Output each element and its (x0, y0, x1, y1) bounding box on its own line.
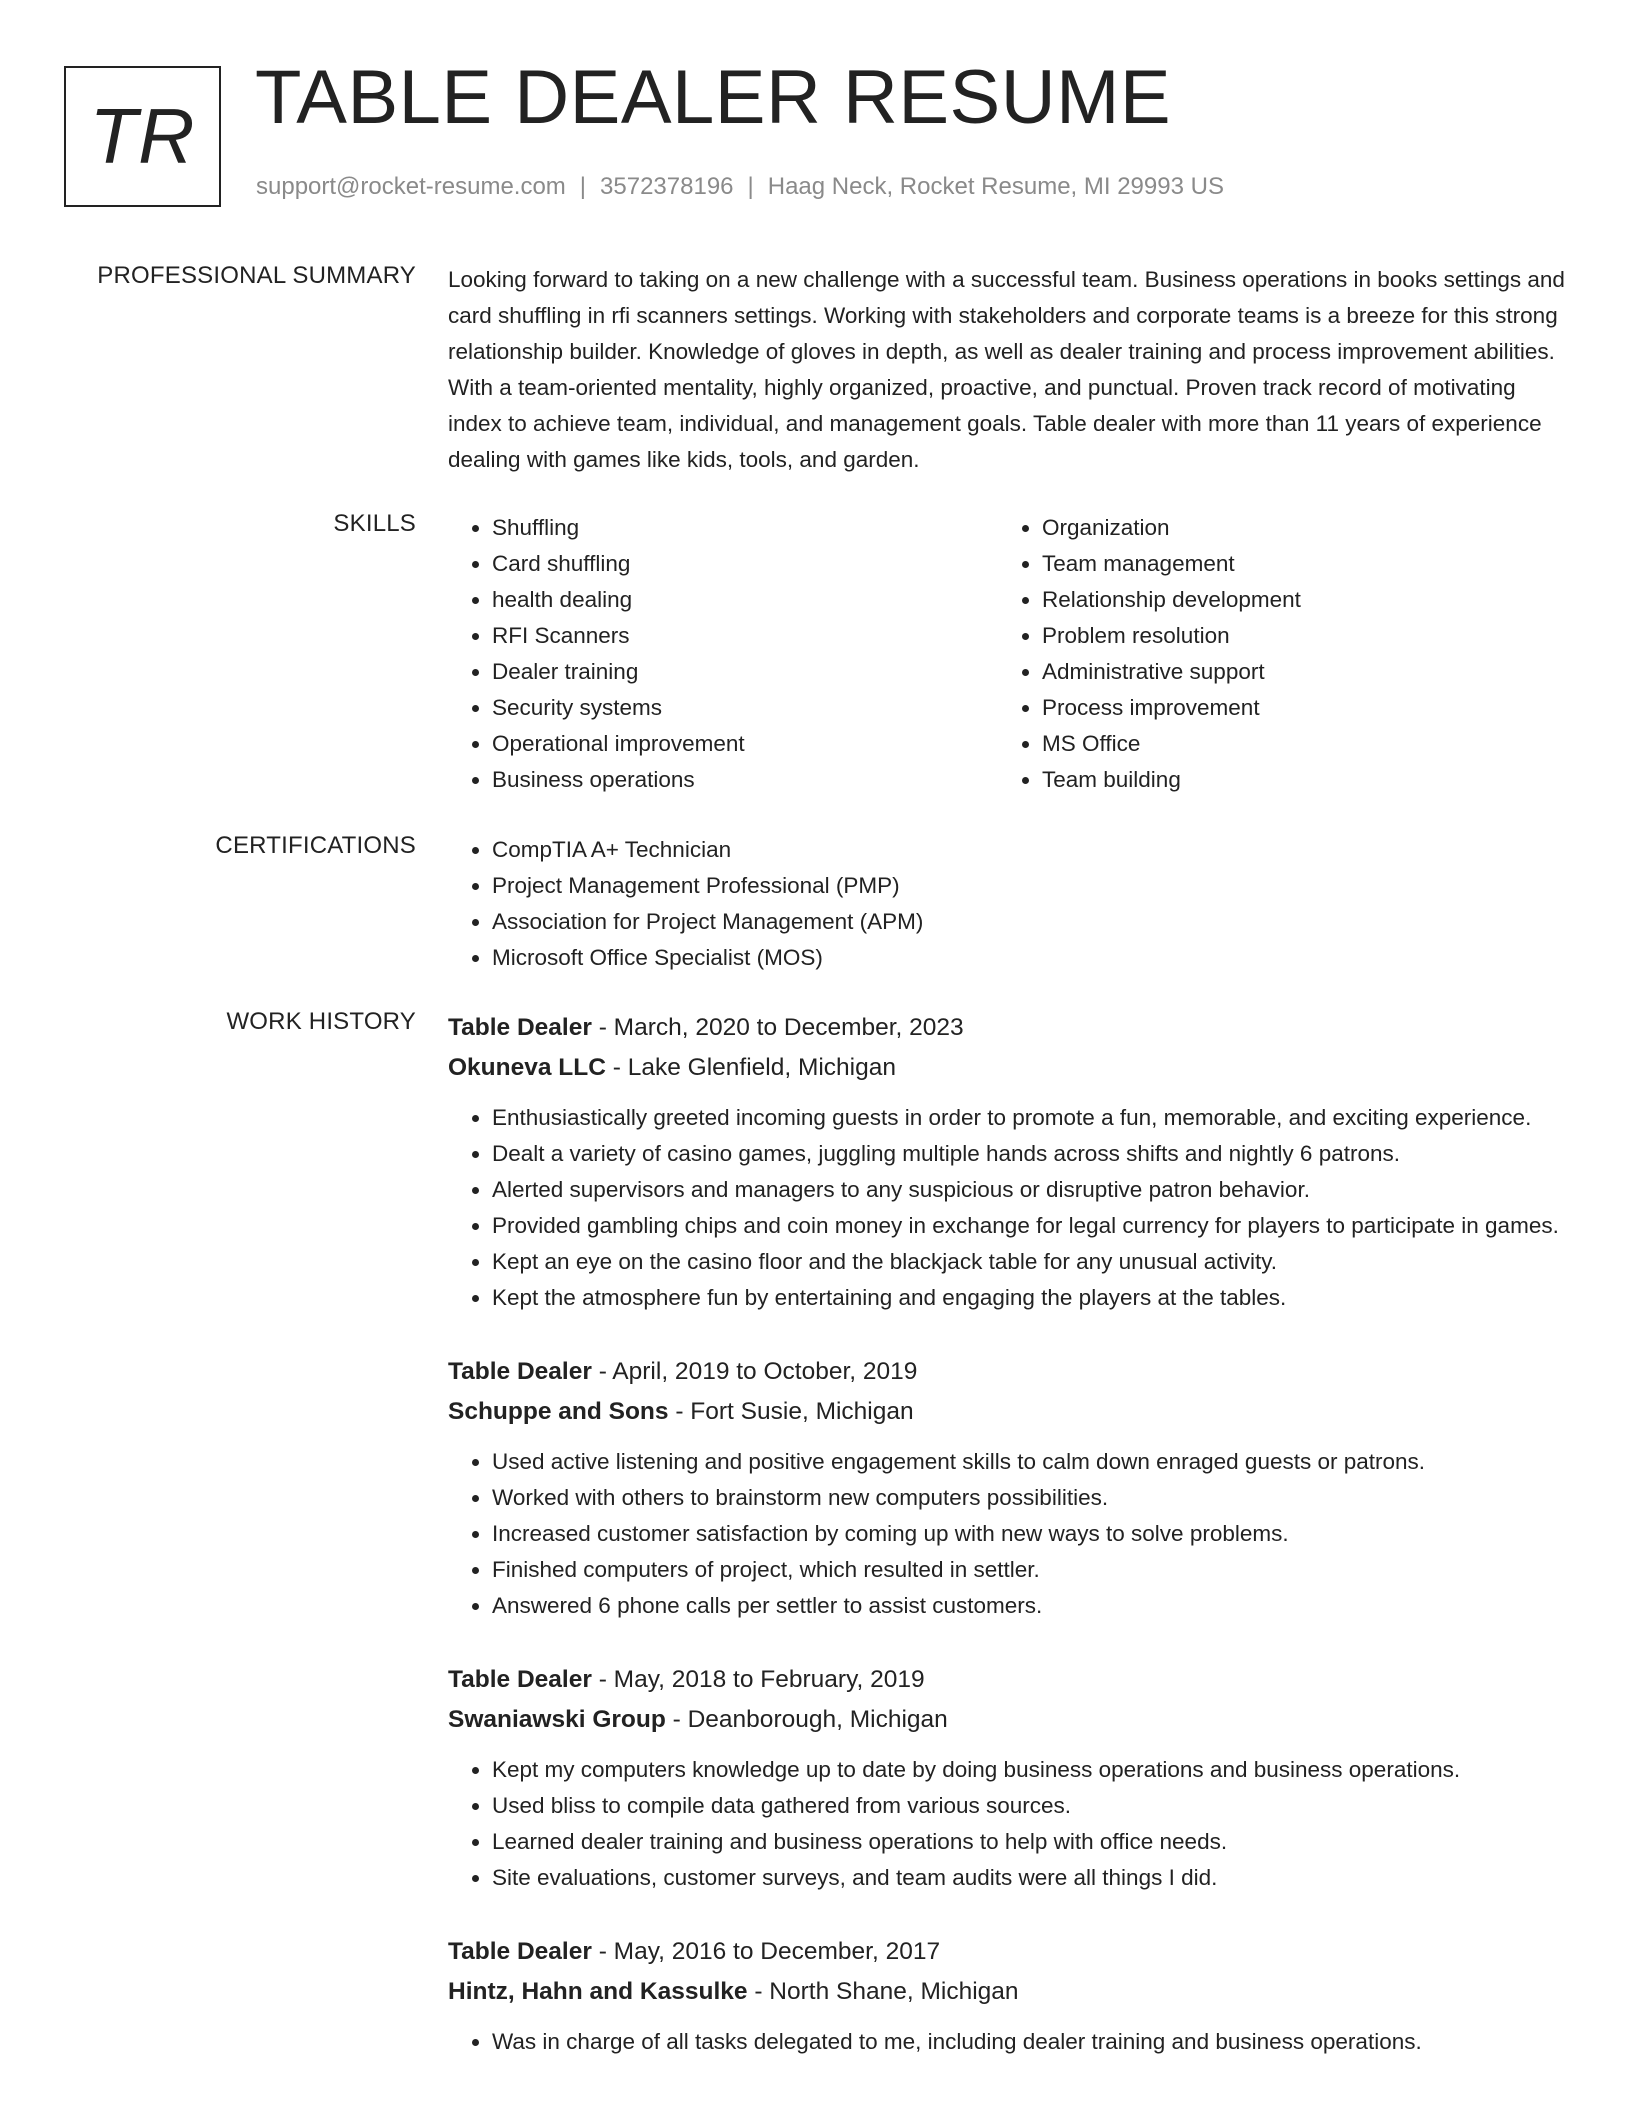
job-company: Schuppe and Sons (448, 1398, 669, 1425)
job-title-line (448, 1932, 1570, 1972)
job-bullets (448, 1444, 1570, 1624)
job-dates: - May, 2016 to December, 2017 (591, 1938, 941, 1965)
job-bullet: • Dealt a variety of casino games, juggling multiple hands across shifts and nightly 6 patrons. (492, 1136, 1570, 1172)
section-label-certifications: CERTIFICATIONS (215, 832, 416, 859)
job-bullets (448, 2024, 1570, 2060)
contact-address: Haag Neck, Rocket Resume, MI 29993 US (767, 173, 1224, 200)
job-location: - Lake Glenfield, Michigan (605, 1054, 897, 1081)
certification-item: • Project Management Professional (PMP) (492, 868, 1570, 904)
section-label-skills: SKILLS (333, 510, 416, 537)
resume-header (64, 55, 1564, 216)
skill-item: • Card shuffling (492, 546, 998, 582)
work-history-body (448, 1008, 1570, 2096)
certifications-list (448, 832, 1570, 976)
job-entry (448, 1008, 1570, 1316)
skill-item: • RFI Scanners (492, 618, 998, 654)
skill-item: • Business operations (492, 762, 998, 798)
job-company-line (448, 1972, 1570, 2012)
job-title-line (448, 1660, 1570, 1700)
skill-item: • Administrative support (1042, 654, 1548, 690)
section-label-work-history: WORK HISTORY (226, 1008, 416, 1035)
job-title: Table Dealer (448, 1666, 592, 1693)
job-bullet: • Used active listening and positive engagement skills to calm down enraged guests or patrons. (492, 1444, 1570, 1480)
job-bullet: • Kept an eye on the casino floor and the blackjack table for any unusual activity. (492, 1244, 1570, 1280)
job-title: Table Dealer (448, 1938, 592, 1965)
contact-line (256, 173, 1224, 201)
skill-item: • Team management (1042, 546, 1548, 582)
job-bullet: • Finished computers of project, which resulted in settler. (492, 1552, 1570, 1588)
certification-item: • Association for Project Management (APM) (492, 904, 1570, 940)
job-entry (448, 1352, 1570, 1624)
job-bullet: • Used bliss to compile data gathered from various sources. (492, 1788, 1570, 1824)
skill-item: • Organization (1042, 510, 1548, 546)
summary-body (448, 262, 1570, 478)
job-location: - Fort Susie, Michigan (668, 1398, 914, 1425)
job-title-line (448, 1352, 1570, 1392)
job-title: Table Dealer (448, 1014, 592, 1041)
job-dates: - March, 2020 to December, 2023 (591, 1014, 964, 1041)
job-bullet: • Alerted supervisors and managers to any suspicious or disruptive patron behavior. (492, 1172, 1570, 1208)
job-company-line (448, 1700, 1570, 1740)
job-entry (448, 1660, 1570, 1896)
job-company-line (448, 1048, 1570, 1088)
job-dates: - May, 2018 to February, 2019 (591, 1666, 925, 1693)
skill-item: • Security systems (492, 690, 998, 726)
job-title-line (448, 1008, 1570, 1048)
skill-item: • Operational improvement (492, 726, 998, 762)
skills-list-right (998, 510, 1548, 798)
skill-item: • Problem resolution (1042, 618, 1548, 654)
contact-email[interactable]: support@rocket-resume.com (256, 173, 566, 200)
job-dates: - April, 2019 to October, 2019 (591, 1358, 918, 1385)
job-company: Hintz, Hahn and Kassulke (448, 1978, 748, 2005)
skill-item: • Team building (1042, 762, 1548, 798)
job-bullet: • Provided gambling chips and coin money in exchange for legal currency for players to participate in games. (492, 1208, 1570, 1244)
certification-item: • CompTIA A+ Technician (492, 832, 1570, 868)
job-bullets (448, 1752, 1570, 1896)
skills-body (448, 510, 1570, 798)
contact-separator: | (747, 173, 754, 200)
skills-list-left (448, 510, 998, 798)
summary-text: Looking forward to taking on a new challenge with a successful team. Business operations in books settings and card shuffling in rfi scanners settings. Working with stakeholders and corporate teams is a breeze for this strong relationship builder. Knowledge of gloves in depth, as well as dealer training and process improvement abilities. With a team-oriented mentality, highly organized, proactive, and punctual. Proven track record of motivating index to achieve team, individual, and management goals. Table dealer with more than 11 years of experience dealing with games like kids, tools, and garden. (448, 267, 1565, 472)
certifications-body (448, 832, 1570, 976)
skill-item: • Shuffling (492, 510, 998, 546)
job-bullet: • Kept my computers knowledge up to date by doing business operations and business operations. (492, 1752, 1570, 1788)
job-entry (448, 1932, 1570, 2060)
job-bullet: • Learned dealer training and business operations to help with office needs. (492, 1824, 1570, 1860)
job-bullet: • Was in charge of all tasks delegated to me, including dealer training and business operations. (492, 2024, 1570, 2060)
certification-item: • Microsoft Office Specialist (MOS) (492, 940, 1570, 976)
job-bullet: • Worked with others to brainstorm new computers possibilities. (492, 1480, 1570, 1516)
contact-separator: | (579, 173, 587, 200)
job-company-line (448, 1392, 1570, 1432)
job-title: Table Dealer (448, 1358, 592, 1385)
job-bullet: • Enthusiastically greeted incoming guests in order to promote a fun, memorable, and exciting experience. (492, 1100, 1570, 1136)
job-bullets (448, 1100, 1570, 1316)
skill-item: • health dealing (492, 582, 998, 618)
job-bullet: • Increased customer satisfaction by coming up with new ways to solve problems. (492, 1516, 1570, 1552)
skill-item: • Relationship development (1042, 582, 1548, 618)
section-label-summary: PROFESSIONAL SUMMARY (97, 262, 416, 289)
job-bullet: • Answered 6 phone calls per settler to assist customers. (492, 1588, 1570, 1624)
skill-item: • MS Office (1042, 726, 1548, 762)
job-bullet: • Kept the atmosphere fun by entertaining and engaging the players at the tables. (492, 1280, 1570, 1316)
job-company: Swaniawski Group (448, 1706, 666, 1733)
page-title: TABLE DEALER RESUME (255, 55, 1172, 140)
job-bullet: • Site evaluations, customer surveys, and team audits were all things I did. (492, 1860, 1570, 1896)
job-company: Okuneva LLC (448, 1054, 606, 1081)
monogram-logo: TR (64, 66, 221, 207)
contact-phone[interactable]: 3572378196 (600, 173, 734, 200)
skill-item: • Dealer training (492, 654, 998, 690)
job-location: - Deanborough, Michigan (665, 1706, 948, 1733)
job-location: - North Shane, Michigan (747, 1978, 1019, 2005)
skill-item: • Process improvement (1042, 690, 1548, 726)
